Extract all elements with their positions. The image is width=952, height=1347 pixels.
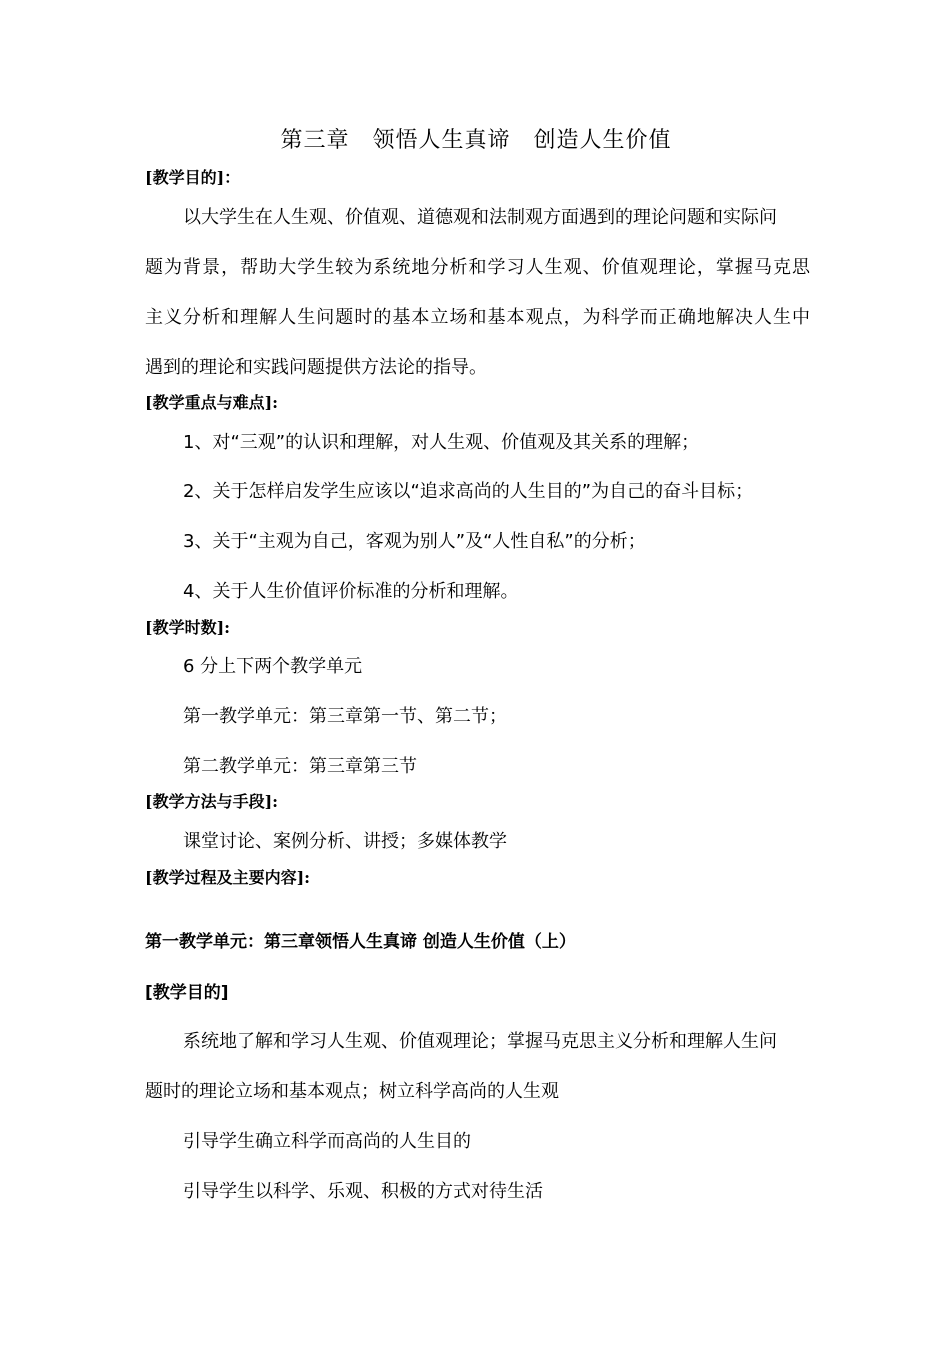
- hours-heading: [教学时数]:: [145, 618, 231, 637]
- unit1-goal-heading: [教学目的]: [145, 983, 229, 1003]
- unit1-line-2: 题时的理论立场和基本观点；树立科学高尚的人生观: [145, 1081, 559, 1102]
- unit1-line-3: 引导学生确立科学而高尚的人生目的: [183, 1131, 471, 1152]
- unit1-line-1: 系统地了解和学习人生观、价值观理论；掌握马克思主义分析和理解人生问: [183, 1031, 777, 1052]
- chapter-title: 第三章 领悟人生真谛 创造人生价值: [280, 128, 672, 153]
- keypoint-4: 4、关于人生价值评价标准的分析和理解。: [183, 581, 519, 602]
- hours-item-1: 6 分上下两个教学单元: [183, 656, 363, 677]
- keypoints-heading: [教学重点与难点]:: [145, 393, 279, 412]
- goal-line-1: 以大学生在人生观、价值观、道德观和法制观方面遇到的理论问题和实际问: [183, 207, 777, 228]
- unit1-line-4: 引导学生以科学、乐观、积极的方式对待生活: [183, 1181, 543, 1202]
- keypoint-3: 3、关于“主观为自己，客观为别人”及“人性自私”的分析；: [183, 531, 646, 552]
- goal-line-4: 遇到的理论和实践问题提供方法论的指导。: [145, 357, 487, 378]
- hours-item-2: 第一教学单元：第三章第一节、第二节；: [183, 706, 507, 727]
- keypoint-1: 1、对“三观”的认识和理解，对人生观、价值观及其关系的理解；: [183, 432, 700, 453]
- hours-item-3: 第二教学单元：第三章第三节: [183, 756, 417, 777]
- methods-text: 课堂讨论、案例分析、讲授；多媒体教学: [183, 831, 507, 852]
- methods-heading: [教学方法与手段]:: [145, 792, 279, 811]
- process-heading: [教学过程及主要内容]:: [145, 868, 311, 887]
- goal-line-3: 主义分析和理解人生问题时的基本立场和基本观点，为科学而正确地解决人生中: [145, 307, 810, 328]
- keypoint-2: 2、关于怎样启发学生应该以“追求高尚的人生目的”为自己的奋斗目标；: [183, 481, 754, 502]
- goal-line-2: 题为背景，帮助大学生较为系统地分析和学习人生观、价值观理论，掌握马克思: [145, 257, 810, 278]
- goal-heading: [教学目的]：: [145, 168, 241, 187]
- unit1-heading: 第一教学单元：第三章领悟人生真谛 创造人生价值（上）: [145, 932, 576, 952]
